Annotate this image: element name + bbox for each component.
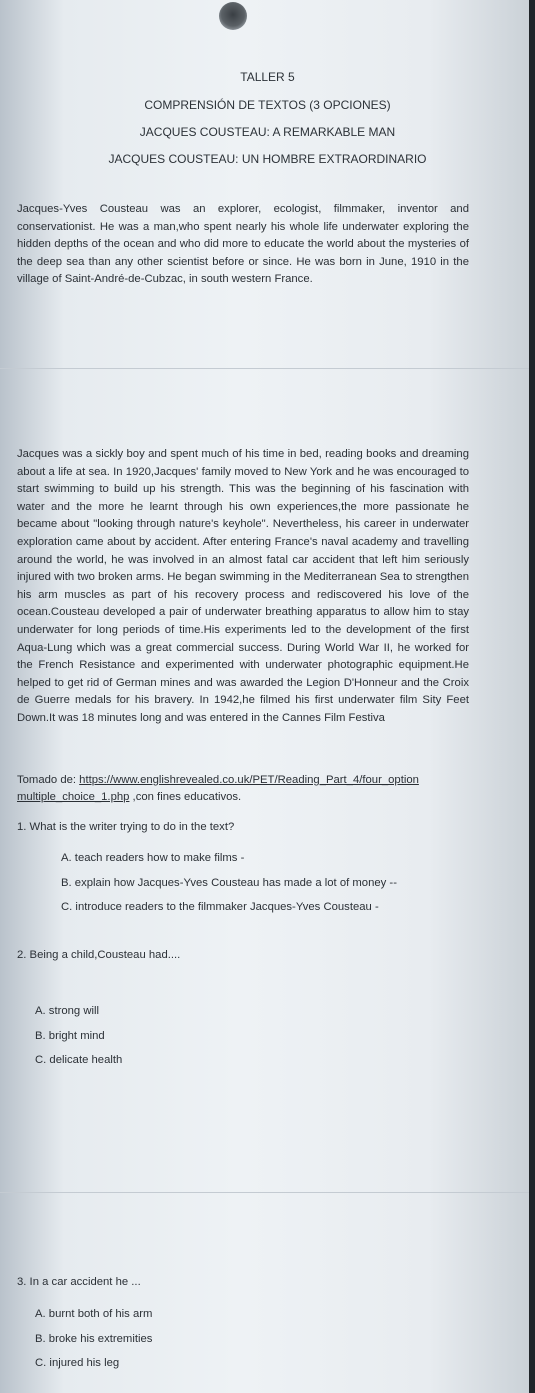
title-english: JACQUES COUSTEAU: A REMARKABLE MAN [139,125,396,139]
question-3-option-b[interactable]: B. broke his extremities [35,1333,153,1345]
source-suffix: ,con fines educativos. [129,791,242,803]
paragraph-biography: Jacques was a sickly boy and spent much of his time in bed, reading books and dreaming about a life at sea. In 1920,Jacques' family moved to New York and he was encouraged to start swimming to build up his strength. This was the beginning of his fascination with water and the more he learnt through his own experiences,the more passionate he became about "looking through nature's keyhole". Nevertheless, his career in underwater exploration came about by accident. After entering France's naval academy and travelling around the world, he was involved in an almost fatal car accident that left him seriously injured with two broken arms. He began swimming in the Mediterranean Sea to strengthen his arm muscles as part of his recovery process and rediscovered his love of the ocean.Cousteau developed a pair of underwater breathing apparatus to allow him to stay underwater for long periods of time.His experiments led to the development of the first Aqua-Lung which was a great commercial success. During World War II, he worked for the French Resistance and experimented with underwater photographic equipment.He helped to get rid of German mines and was awarded the Legion D'Honneur and the Croix de Guerre medals for his bravery. In 1942,he filmed his first underwater film Sity Feet Down.It was 18 minutes long and was entered in the Cannes Film Festiva [17,448,469,724]
question-3-option-a[interactable]: A. burnt both of his arm [35,1308,153,1320]
question-1-option-b[interactable]: B. explain how Jacques-Yves Cousteau has made a lot of money -- [61,877,397,889]
paragraph-intro: Jacques-Yves Cousteau was an explorer, ecologist, filmmaker, inventor and conservationist. He was a man,who spent nearly his whole life underwater exploring the hidden depths of the ocean and who did more to educate the world about the mysteries of the deep sea than any other scientist before or since. He was born in June, 1910 in the village of Saint-André-de-Cubzac, in south western France. [17,203,469,286]
question-2-stem: 2. Being a child,Cousteau had.... [17,949,181,961]
page-edge-shadow [529,0,535,1393]
question-3-option-c[interactable]: C. injured his leg [35,1357,120,1369]
worksheet-subtitle: COMPRENSIÓN DE TEXTOS (3 OPCIONES) [144,98,391,112]
question-2-option-a[interactable]: A. strong will [35,1005,100,1017]
source-prefix: Tomado de: [17,774,80,786]
worksheet-number: TALLER 5 [240,70,295,84]
question-2-option-b[interactable]: B. bright mind [35,1030,105,1042]
title-spanish: JACQUES COUSTEAU: UN HOMBRE EXTRAORDINARIO [108,152,427,166]
question-1-option-c[interactable]: C. introduce readers to the filmmaker Jacques-Yves Cousteau - [61,901,379,913]
question-1-option-a[interactable]: A. teach readers how to make films - [61,852,245,864]
section-divider [0,368,535,369]
source-citation [17,772,477,806]
source-link[interactable]: https://www.englishrevealed.co.uk/PET/Reading_Part_4/four_option [79,774,419,786]
source-link-continued[interactable]: multiple_choice_1.php [17,791,130,803]
question-3-stem: 3. In a car accident he ... [17,1276,141,1288]
section-divider [0,1192,535,1193]
question-2-option-c[interactable]: C. delicate health [35,1054,123,1066]
question-1-stem: 1. What is the writer trying to do in the text? [17,821,235,833]
punch-hole [219,2,247,30]
